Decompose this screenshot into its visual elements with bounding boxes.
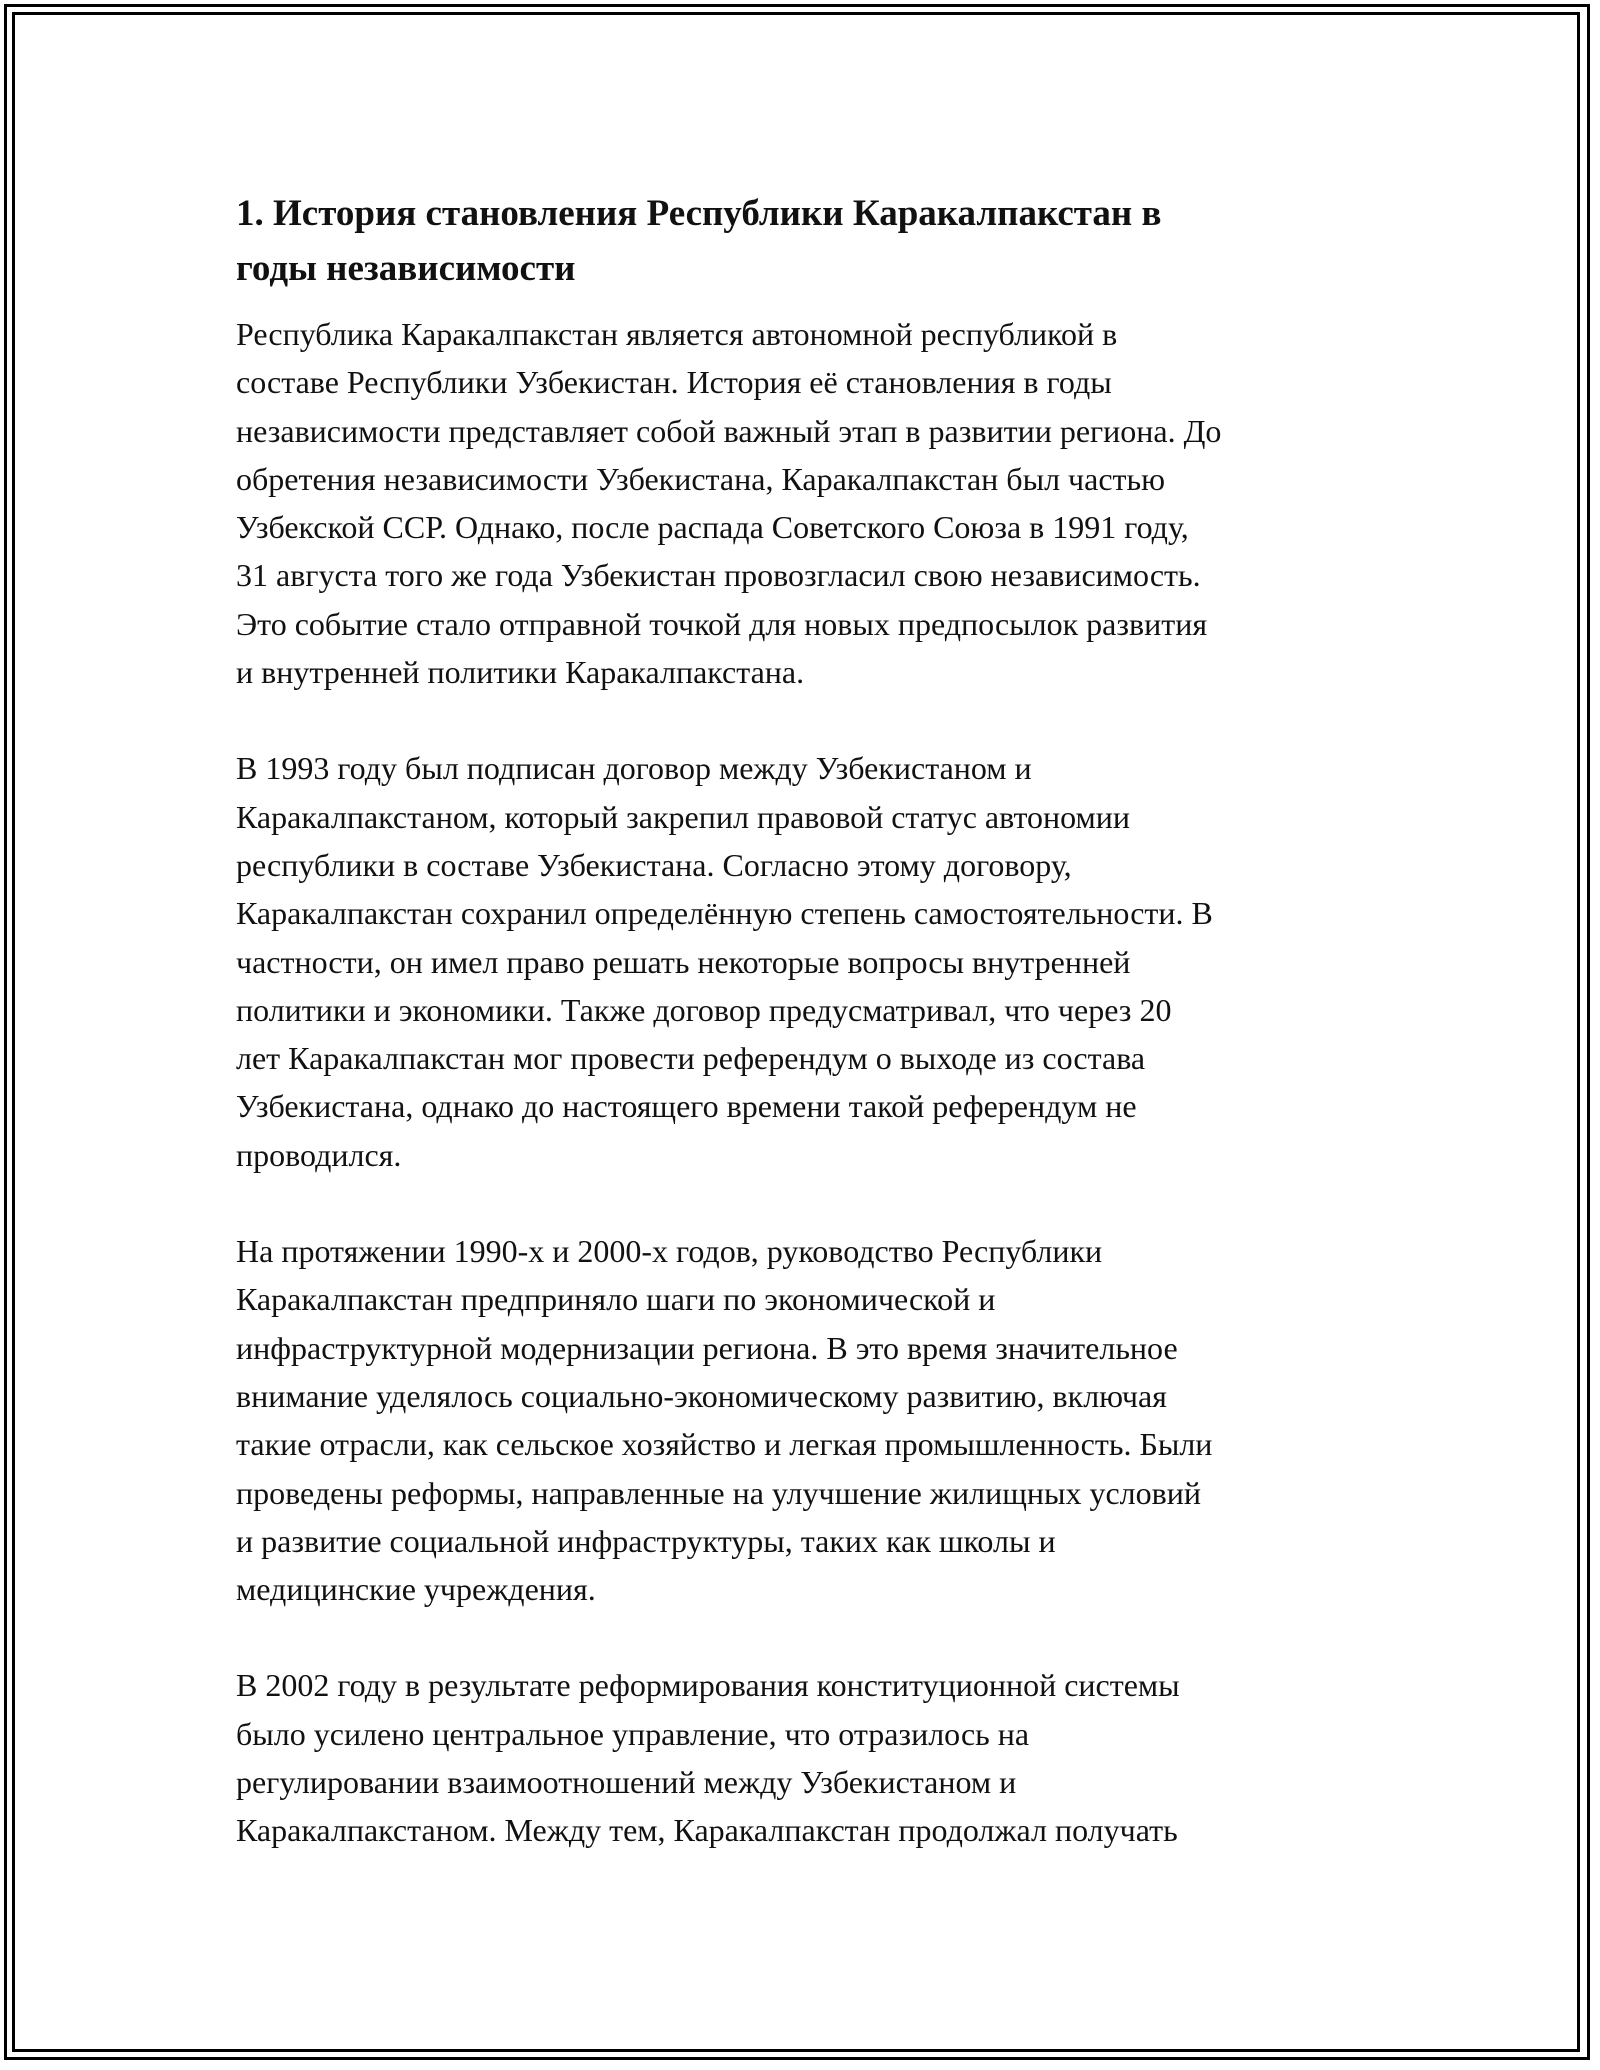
text-line: Узбекистана, однако до настоящего времени такой референдум не	[236, 1088, 1137, 1125]
text-line: частности, он имел право решать некоторые вопросы внутренней	[236, 943, 1131, 980]
text-line: Каракалпакстаном, который закрепил правовой статус автономии	[236, 798, 1131, 835]
document-title	[236, 186, 1376, 296]
title-line: годы независимости	[236, 248, 576, 289]
text-line: и внутренней политики Каракалпакстана.	[236, 654, 805, 691]
paragraph-3	[236, 1227, 1376, 1613]
text-line: 31 августа того же года Узбекистан провозгласил свою независимость.	[236, 557, 1201, 594]
title-line: 1. История становления Республики Каракалпакстан в	[236, 193, 1162, 234]
text-line: внимание уделялось социально-экономическому развитию, включая	[236, 1377, 1167, 1414]
text-line: обретения независимости Узбекистана, Каракалпакстан был частью	[236, 460, 1166, 497]
text-line: Каракалпакстан предприняло шаги по экономической и	[236, 1281, 996, 1318]
paragraph-2	[236, 744, 1376, 1179]
text-line: лет Каракалпакстан мог провести референдум о выходе из состава	[236, 1040, 1146, 1077]
text-line: регулировании взаимоотношений между Узбекистаном и	[236, 1764, 1017, 1801]
text-line: В 1993 году был подписан договор между Узбекистаном и	[236, 750, 1032, 787]
text-line: республики в составе Узбекистана. Согласно этому договору,	[236, 846, 1072, 883]
text-line: Республика Каракалпакстан является автономной республикой в	[236, 316, 1118, 352]
text-line: политики и экономики. Также договор предусматривал, что через 20	[236, 991, 1172, 1028]
text-line: составе Республики Узбекистан. История её становления в годы	[236, 364, 1112, 401]
text-line: Это событие стало отправной точкой для новых предпосылок развития	[236, 605, 1208, 642]
text-line: Каракалпакстаном. Между тем, Каракалпакстан продолжал получать	[236, 1812, 1178, 1849]
text-line: и развитие социальной инфраструктуры, таких как школы и	[236, 1522, 1056, 1559]
document-body	[236, 186, 1376, 1903]
paragraph-1	[236, 310, 1376, 696]
paragraph-4	[236, 1661, 1376, 1854]
text-line: Узбекской ССР. Однако, после распада Советского Союза в 1991 году,	[236, 509, 1189, 546]
text-line: В 2002 году в результате реформирования конституционной системы	[236, 1667, 1180, 1704]
text-line: На протяжении 1990-х и 2000-х годов, руководство Республики	[236, 1233, 1103, 1270]
text-line: инфраструктурной модернизации региона. В это время значительное	[236, 1329, 1178, 1366]
text-line: проведены реформы, направленные на улучшение жилищных условий	[236, 1474, 1201, 1511]
text-line: такие отрасли, как сельское хозяйство и легкая промышленность. Были	[236, 1426, 1213, 1463]
text-line: проводился.	[236, 1136, 402, 1173]
text-line: медицинские учреждения.	[236, 1571, 596, 1608]
text-line: Каракалпакстан сохранил определённую степень самостоятельности. В	[236, 895, 1213, 932]
text-line: было усилено центральное управление, что отразилось на	[236, 1715, 1030, 1752]
text-line: независимости представляет собой важный этап в развитии региона. До	[236, 412, 1222, 449]
